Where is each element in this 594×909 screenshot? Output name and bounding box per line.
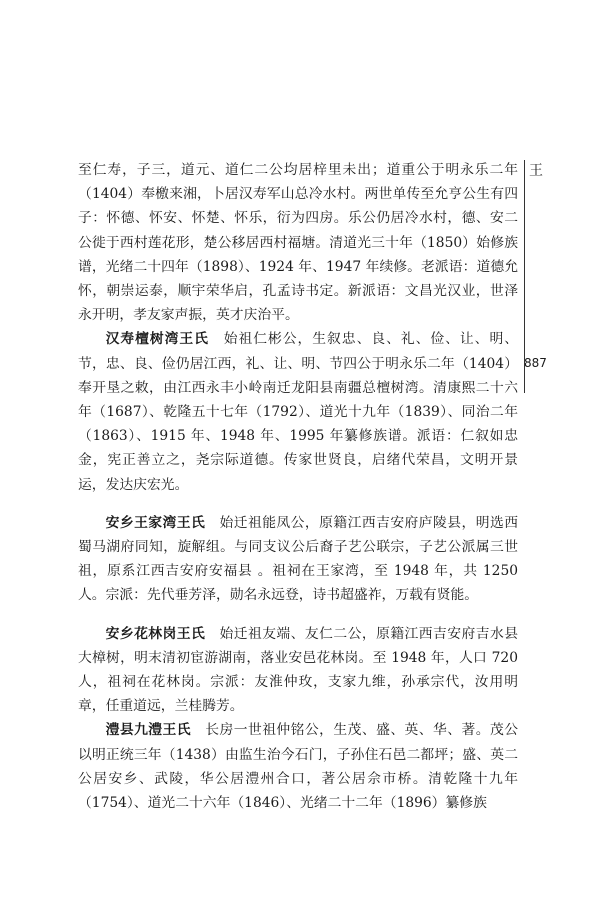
paragraph-5 [78, 718, 518, 815]
surname-label: 王 [529, 163, 543, 179]
paragraph-body: 始迁祖友端、友仁二公，原籍江西吉安府吉水县大樟树，明末清初宦游湖南，落业安邑花林岗。至 1948 年，人口 720 人，祖祠在花林岗。宗派：友淮仲玫，支家九维，孙承宗代，汝用明章，任重道远，兰桂腾芳。 [78, 625, 519, 715]
page-number: 887 [524, 356, 547, 370]
clan-heading: 汉寿檀树湾王氏 [105, 331, 209, 348]
paragraph-body: 至仁寿，子三，道元、道仁二公均居梓里未出；道重公于明永乐二年（1404）奉檄来湘，卜居汉寿军山总冷水村。两世单传至允亨公生有四子：怀德、怀安、怀楚、怀乐，衍为四房。乐公仍居冷水村，德、安二公徙于西村莲花形，楚公移居西村福塘。清道光三十年（1850）始修族谱，光绪二十四年（1898）、1924 年、1947 年续修。老派语：道德允怀，朝崇运泰，顺宇荣华启，孔孟诗书定。新派语：文昌光汉业，世泽永开明，孝友家声振，英才庆治平。 [78, 162, 518, 324]
paragraph-3 [78, 511, 518, 608]
paragraph-1 [78, 158, 518, 327]
paragraph-4 [78, 622, 518, 719]
main-text [78, 158, 518, 815]
paragraph-body: 始迁祖能凤公，原籍江西吉安府庐陵县，明选西蜀马湖府同知，旋解组。与同支议公后裔子艺公联宗，子艺公派属三世祖，原系江西吉安府安福县 。祖祠在王家湾，至 1948 年，共 1250 人。宗派：先代垂芳泽，勋名永远登，诗书超盛祚，万载有贤能。 [78, 514, 519, 604]
paragraph-2 [78, 327, 518, 496]
clan-heading: 澧县九澧王氏 [105, 722, 192, 739]
paragraph-body: 始祖仁彬公，生叙忠、良、礼、俭、让、明、节，忠、良、俭仍居江西，礼、让、明、节四公于明永乐二年（1404）奉开垦之敕，由江西永丰小岭南迁龙阳县南疆总檀树湾。清康熙二十六年（1687）、乾隆五十七年（1792）、道光十九年（1839）、同治二年（1863）、1915 年、1948 年、1995 年纂修族谱。派语：仁叙如忠金，宪正善立之，尧宗际道德。传家世贤良，启绪代荣昌，文明开景运，发达庆宏光。 [78, 331, 518, 493]
clan-heading: 安乡王家湾王氏 [105, 514, 206, 531]
clan-heading: 安乡花林岗王氏 [105, 625, 206, 642]
paragraph-body: 长房一世祖仲铭公，生茂、盛、英、华、著。茂公以明正统三年（1438）由监生治今石门，子孙住石邑二都坪；盛、英二公居安乡、武陵，华公居澧州合口，著公居佘市桥。清乾隆十九年（1754）、道光二十六年（1846）、光绪二十二年（1896）纂修族 [78, 722, 519, 812]
